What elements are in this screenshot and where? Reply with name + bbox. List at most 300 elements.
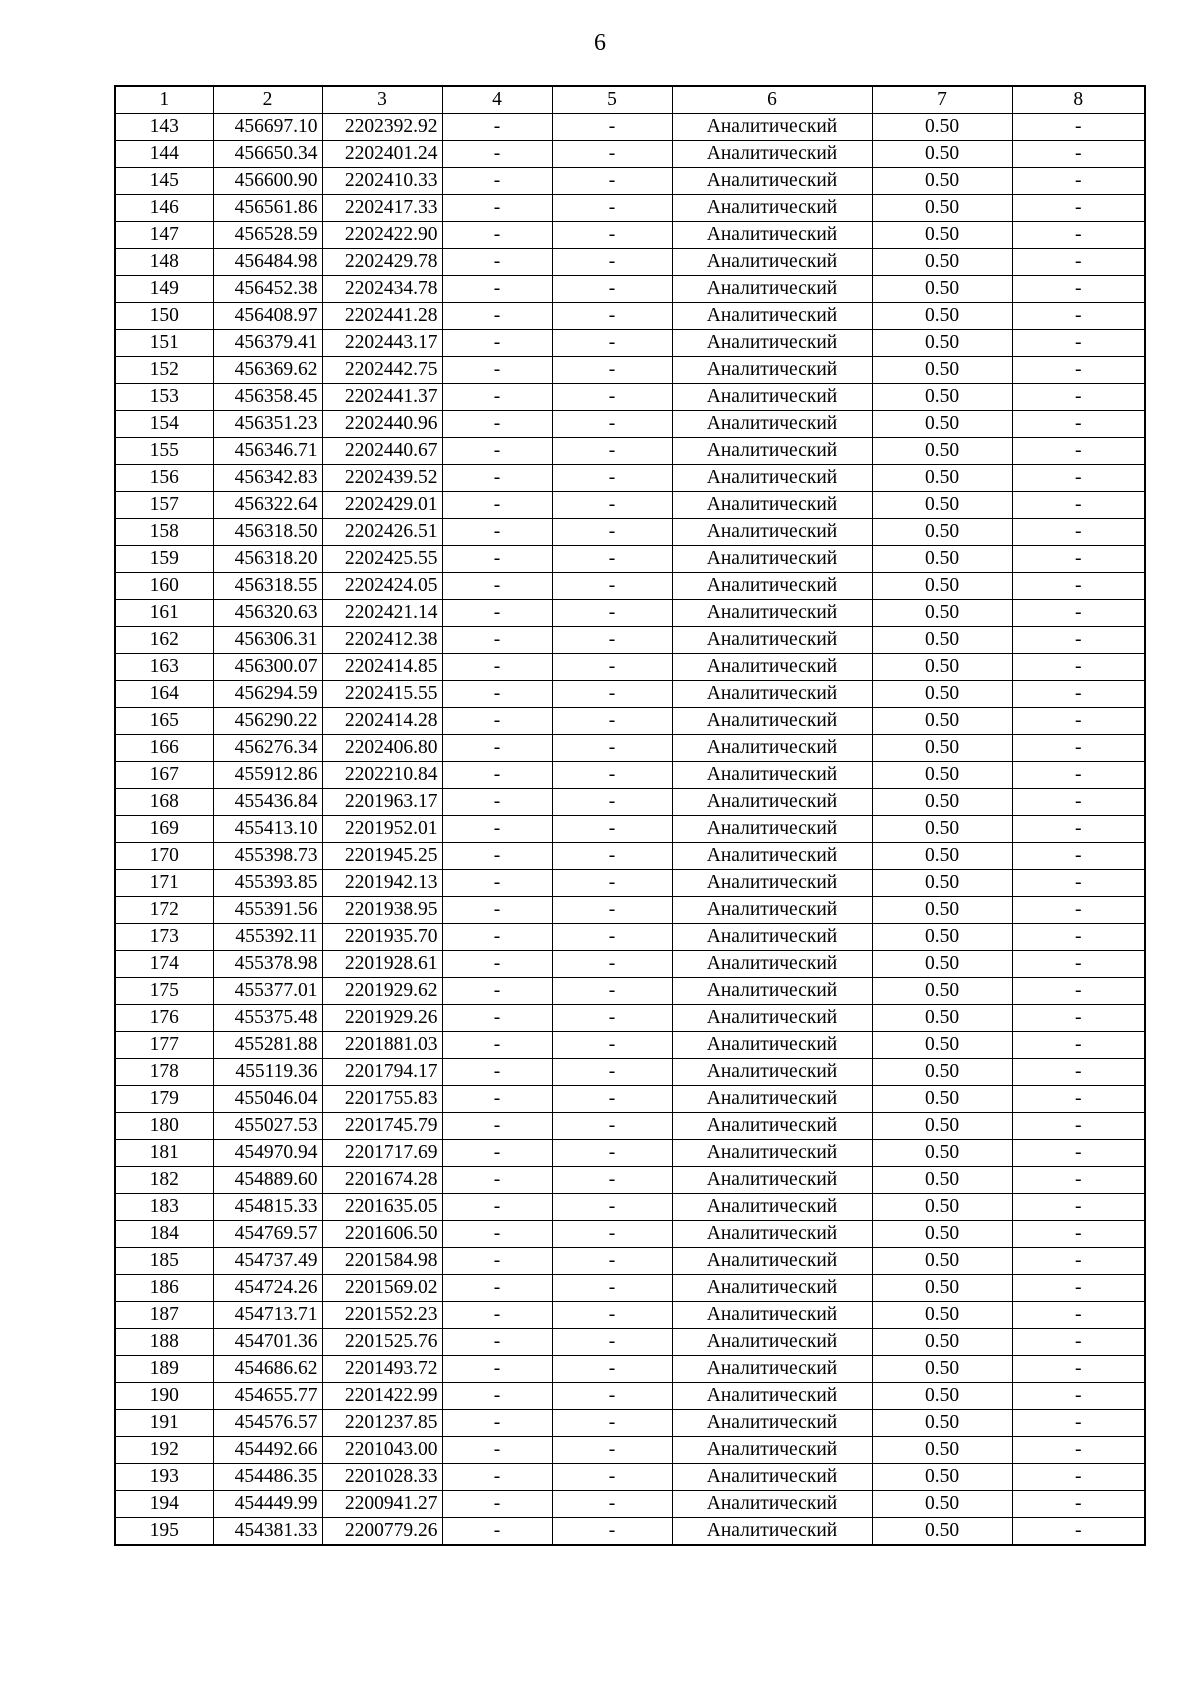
table-row [115,1302,1145,1329]
point-number-cell: 193 [115,1464,213,1491]
col8-cell: - [1012,1410,1145,1437]
table-row [115,141,1145,168]
col8-cell: - [1012,816,1145,843]
col4-cell: - [442,330,552,357]
method-cell: Аналитический [672,546,872,573]
x-coordinate-cell: 456306.31 [213,627,322,654]
x-coordinate-cell: 454492.66 [213,1437,322,1464]
y-coordinate-cell: 2201794.17 [322,1059,442,1086]
accuracy-cell: 0.50 [872,1140,1012,1167]
y-coordinate-cell: 2201606.50 [322,1221,442,1248]
y-coordinate-cell: 2201422.99 [322,1383,442,1410]
col5-cell: - [552,1410,672,1437]
accuracy-cell: 0.50 [872,735,1012,762]
col4-cell: - [442,1086,552,1113]
col5-cell: - [552,303,672,330]
point-number-cell: 194 [115,1491,213,1518]
col8-cell: - [1012,465,1145,492]
accuracy-cell: 0.50 [872,681,1012,708]
y-coordinate-cell: 2202422.90 [322,222,442,249]
table-row [115,249,1145,276]
col4-cell: - [442,465,552,492]
table-row [115,492,1145,519]
col5-cell: - [552,438,672,465]
column-header: 8 [1012,86,1145,114]
col5-cell: - [552,546,672,573]
point-number-cell: 181 [115,1140,213,1167]
point-number-cell: 171 [115,870,213,897]
y-coordinate-cell: 2202426.51 [322,519,442,546]
col5-cell: - [552,1302,672,1329]
y-coordinate-cell: 2201952.01 [322,816,442,843]
accuracy-cell: 0.50 [872,1248,1012,1275]
col8-cell: - [1012,519,1145,546]
y-coordinate-cell: 2202414.28 [322,708,442,735]
col8-cell: - [1012,195,1145,222]
col4-cell: - [442,1248,552,1275]
x-coordinate-cell: 456300.07 [213,654,322,681]
point-number-cell: 156 [115,465,213,492]
y-coordinate-cell: 2201755.83 [322,1086,442,1113]
point-number-cell: 147 [115,222,213,249]
x-coordinate-cell: 454970.94 [213,1140,322,1167]
col5-cell: - [552,843,672,870]
col8-cell: - [1012,1518,1145,1546]
col4-cell: - [442,654,552,681]
x-coordinate-cell: 456318.50 [213,519,322,546]
point-number-cell: 170 [115,843,213,870]
col4-cell: - [442,141,552,168]
col5-cell: - [552,897,672,924]
point-number-cell: 143 [115,114,213,141]
y-coordinate-cell: 2202424.05 [322,573,442,600]
col5-cell: - [552,1275,672,1302]
table-row [115,465,1145,492]
x-coordinate-cell: 454713.71 [213,1302,322,1329]
method-cell: Аналитический [672,276,872,303]
method-cell: Аналитический [672,1032,872,1059]
col8-cell: - [1012,330,1145,357]
col4-cell: - [442,222,552,249]
accuracy-cell: 0.50 [872,1464,1012,1491]
accuracy-cell: 0.50 [872,168,1012,195]
point-number-cell: 183 [115,1194,213,1221]
accuracy-cell: 0.50 [872,1032,1012,1059]
header-row [115,86,1145,114]
method-cell: Аналитический [672,519,872,546]
col5-cell: - [552,1329,672,1356]
col8-cell: - [1012,357,1145,384]
y-coordinate-cell: 2201929.26 [322,1005,442,1032]
y-coordinate-cell: 2202442.75 [322,357,442,384]
method-cell: Аналитический [672,681,872,708]
table-row [115,708,1145,735]
table-row [115,681,1145,708]
col8-cell: - [1012,654,1145,681]
accuracy-cell: 0.50 [872,195,1012,222]
col5-cell: - [552,681,672,708]
table-row [115,1248,1145,1275]
accuracy-cell: 0.50 [872,843,1012,870]
table-row [115,735,1145,762]
x-coordinate-cell: 455436.84 [213,789,322,816]
table-row [115,1086,1145,1113]
col4-cell: - [442,1221,552,1248]
table-row [115,519,1145,546]
col5-cell: - [552,1059,672,1086]
col8-cell: - [1012,762,1145,789]
col4-cell: - [442,924,552,951]
accuracy-cell: 0.50 [872,1491,1012,1518]
accuracy-cell: 0.50 [872,1167,1012,1194]
x-coordinate-cell: 454737.49 [213,1248,322,1275]
table-row [115,303,1145,330]
table-row [115,1275,1145,1302]
table-row [115,1005,1145,1032]
col5-cell: - [552,1140,672,1167]
x-coordinate-cell: 454486.35 [213,1464,322,1491]
table-row [115,1383,1145,1410]
y-coordinate-cell: 2202429.78 [322,249,442,276]
point-number-cell: 195 [115,1518,213,1546]
y-coordinate-cell: 2201674.28 [322,1167,442,1194]
col5-cell: - [552,1032,672,1059]
method-cell: Аналитический [672,1086,872,1113]
col5-cell: - [552,1383,672,1410]
point-number-cell: 146 [115,195,213,222]
col8-cell: - [1012,951,1145,978]
y-coordinate-cell: 2201552.23 [322,1302,442,1329]
method-cell: Аналитический [672,843,872,870]
point-number-cell: 157 [115,492,213,519]
point-number-cell: 189 [115,1356,213,1383]
method-cell: Аналитический [672,357,872,384]
col4-cell: - [442,1329,552,1356]
col8-cell: - [1012,438,1145,465]
method-cell: Аналитический [672,1302,872,1329]
col5-cell: - [552,789,672,816]
x-coordinate-cell: 455281.88 [213,1032,322,1059]
x-coordinate-cell: 456650.34 [213,141,322,168]
y-coordinate-cell: 2201942.13 [322,870,442,897]
col5-cell: - [552,492,672,519]
col5-cell: - [552,1356,672,1383]
col4-cell: - [442,816,552,843]
method-cell: Аналитический [672,708,872,735]
col4-cell: - [442,492,552,519]
x-coordinate-cell: 456358.45 [213,384,322,411]
x-coordinate-cell: 455046.04 [213,1086,322,1113]
accuracy-cell: 0.50 [872,654,1012,681]
table-row [115,222,1145,249]
col8-cell: - [1012,735,1145,762]
x-coordinate-cell: 454381.33 [213,1518,322,1546]
table-row [115,789,1145,816]
accuracy-cell: 0.50 [872,1005,1012,1032]
accuracy-cell: 0.50 [872,1194,1012,1221]
col8-cell: - [1012,222,1145,249]
col4-cell: - [442,519,552,546]
method-cell: Аналитический [672,1167,872,1194]
col4-cell: - [442,627,552,654]
method-cell: Аналитический [672,303,872,330]
y-coordinate-cell: 2202410.33 [322,168,442,195]
y-coordinate-cell: 2202401.24 [322,141,442,168]
y-coordinate-cell: 2202414.85 [322,654,442,681]
accuracy-cell: 0.50 [872,1383,1012,1410]
x-coordinate-cell: 456276.34 [213,735,322,762]
method-cell: Аналитический [672,1140,872,1167]
col5-cell: - [552,1005,672,1032]
col4-cell: - [442,870,552,897]
col5-cell: - [552,168,672,195]
accuracy-cell: 0.50 [872,762,1012,789]
x-coordinate-cell: 454655.77 [213,1383,322,1410]
x-coordinate-cell: 456600.90 [213,168,322,195]
col4-cell: - [442,1005,552,1032]
table-row [115,1464,1145,1491]
accuracy-cell: 0.50 [872,519,1012,546]
method-cell: Аналитический [672,438,872,465]
col5-cell: - [552,195,672,222]
point-number-cell: 178 [115,1059,213,1086]
method-cell: Аналитический [672,897,872,924]
accuracy-cell: 0.50 [872,465,1012,492]
col4-cell: - [442,735,552,762]
col5-cell: - [552,1086,672,1113]
point-number-cell: 185 [115,1248,213,1275]
col4-cell: - [442,1437,552,1464]
x-coordinate-cell: 456484.98 [213,249,322,276]
x-coordinate-cell: 456369.62 [213,357,322,384]
point-number-cell: 174 [115,951,213,978]
col8-cell: - [1012,1464,1145,1491]
point-number-cell: 148 [115,249,213,276]
y-coordinate-cell: 2202415.55 [322,681,442,708]
accuracy-cell: 0.50 [872,1518,1012,1546]
accuracy-cell: 0.50 [872,546,1012,573]
accuracy-cell: 0.50 [872,1302,1012,1329]
col8-cell: - [1012,249,1145,276]
y-coordinate-cell: 2202417.33 [322,195,442,222]
x-coordinate-cell: 455377.01 [213,978,322,1005]
point-number-cell: 180 [115,1113,213,1140]
col8-cell: - [1012,789,1145,816]
method-cell: Аналитический [672,816,872,843]
accuracy-cell: 0.50 [872,222,1012,249]
col8-cell: - [1012,168,1145,195]
col4-cell: - [442,438,552,465]
method-cell: Аналитический [672,249,872,276]
col8-cell: - [1012,870,1145,897]
table-row [115,1437,1145,1464]
col8-cell: - [1012,1275,1145,1302]
method-cell: Аналитический [672,1275,872,1302]
table-row [115,1410,1145,1437]
point-number-cell: 187 [115,1302,213,1329]
y-coordinate-cell: 2202440.96 [322,411,442,438]
y-coordinate-cell: 2201525.76 [322,1329,442,1356]
column-header: 3 [322,86,442,114]
accuracy-cell: 0.50 [872,978,1012,1005]
x-coordinate-cell: 456697.10 [213,114,322,141]
point-number-cell: 149 [115,276,213,303]
y-coordinate-cell: 2201028.33 [322,1464,442,1491]
col5-cell: - [552,1437,672,1464]
y-coordinate-cell: 2201935.70 [322,924,442,951]
method-cell: Аналитический [672,789,872,816]
point-number-cell: 155 [115,438,213,465]
method-cell: Аналитический [672,1194,872,1221]
point-number-cell: 176 [115,1005,213,1032]
y-coordinate-cell: 2201043.00 [322,1437,442,1464]
x-coordinate-cell: 455119.36 [213,1059,322,1086]
col8-cell: - [1012,276,1145,303]
y-coordinate-cell: 2201945.25 [322,843,442,870]
x-coordinate-cell: 456290.22 [213,708,322,735]
col8-cell: - [1012,1383,1145,1410]
point-number-cell: 175 [115,978,213,1005]
y-coordinate-cell: 2202439.52 [322,465,442,492]
col8-cell: - [1012,1140,1145,1167]
accuracy-cell: 0.50 [872,897,1012,924]
method-cell: Аналитический [672,384,872,411]
accuracy-cell: 0.50 [872,1329,1012,1356]
point-number-cell: 162 [115,627,213,654]
point-number-cell: 188 [115,1329,213,1356]
accuracy-cell: 0.50 [872,438,1012,465]
col8-cell: - [1012,897,1145,924]
x-coordinate-cell: 456452.38 [213,276,322,303]
accuracy-cell: 0.50 [872,789,1012,816]
x-coordinate-cell: 455912.86 [213,762,322,789]
point-number-cell: 164 [115,681,213,708]
point-number-cell: 160 [115,573,213,600]
y-coordinate-cell: 2201493.72 [322,1356,442,1383]
point-number-cell: 191 [115,1410,213,1437]
accuracy-cell: 0.50 [872,303,1012,330]
method-cell: Аналитический [672,1248,872,1275]
method-cell: Аналитический [672,654,872,681]
x-coordinate-cell: 455375.48 [213,1005,322,1032]
accuracy-cell: 0.50 [872,276,1012,303]
col5-cell: - [552,573,672,600]
x-coordinate-cell: 454769.57 [213,1221,322,1248]
method-cell: Аналитический [672,924,872,951]
column-header: 2 [213,86,322,114]
y-coordinate-cell: 2201745.79 [322,1113,442,1140]
method-cell: Аналитический [672,465,872,492]
x-coordinate-cell: 454701.36 [213,1329,322,1356]
x-coordinate-cell: 455398.73 [213,843,322,870]
col4-cell: - [442,1383,552,1410]
point-number-cell: 144 [115,141,213,168]
y-coordinate-cell: 2201584.98 [322,1248,442,1275]
method-cell: Аналитический [672,1329,872,1356]
col5-cell: - [552,330,672,357]
x-coordinate-cell: 455413.10 [213,816,322,843]
point-number-cell: 159 [115,546,213,573]
x-coordinate-cell: 455393.85 [213,870,322,897]
method-cell: Аналитический [672,492,872,519]
col8-cell: - [1012,384,1145,411]
col4-cell: - [442,411,552,438]
method-cell: Аналитический [672,951,872,978]
col8-cell: - [1012,1221,1145,1248]
point-number-cell: 167 [115,762,213,789]
col4-cell: - [442,1464,552,1491]
accuracy-cell: 0.50 [872,816,1012,843]
col4-cell: - [442,546,552,573]
col4-cell: - [442,681,552,708]
y-coordinate-cell: 2201963.17 [322,789,442,816]
col5-cell: - [552,924,672,951]
col4-cell: - [442,897,552,924]
y-coordinate-cell: 2202440.67 [322,438,442,465]
col8-cell: - [1012,843,1145,870]
column-header: 7 [872,86,1012,114]
point-number-cell: 153 [115,384,213,411]
accuracy-cell: 0.50 [872,870,1012,897]
col5-cell: - [552,978,672,1005]
table-row [115,168,1145,195]
col8-cell: - [1012,1113,1145,1140]
method-cell: Аналитический [672,195,872,222]
col4-cell: - [442,573,552,600]
table-row [115,1491,1145,1518]
col8-cell: - [1012,1059,1145,1086]
accuracy-cell: 0.50 [872,1410,1012,1437]
point-number-cell: 173 [115,924,213,951]
point-number-cell: 154 [115,411,213,438]
col8-cell: - [1012,1032,1145,1059]
col5-cell: - [552,1113,672,1140]
col5-cell: - [552,1248,672,1275]
col8-cell: - [1012,573,1145,600]
col8-cell: - [1012,924,1145,951]
col5-cell: - [552,627,672,654]
accuracy-cell: 0.50 [872,114,1012,141]
col8-cell: - [1012,708,1145,735]
table-row [115,1032,1145,1059]
col8-cell: - [1012,114,1145,141]
col8-cell: - [1012,600,1145,627]
method-cell: Аналитический [672,762,872,789]
point-number-cell: 165 [115,708,213,735]
y-coordinate-cell: 2202425.55 [322,546,442,573]
point-number-cell: 168 [115,789,213,816]
col8-cell: - [1012,141,1145,168]
col5-cell: - [552,1221,672,1248]
x-coordinate-cell: 454576.57 [213,1410,322,1437]
col8-cell: - [1012,978,1145,1005]
accuracy-cell: 0.50 [872,951,1012,978]
y-coordinate-cell: 2201717.69 [322,1140,442,1167]
point-number-cell: 177 [115,1032,213,1059]
y-coordinate-cell: 2202441.37 [322,384,442,411]
method-cell: Аналитический [672,1005,872,1032]
y-coordinate-cell: 2201237.85 [322,1410,442,1437]
point-number-cell: 192 [115,1437,213,1464]
col5-cell: - [552,1464,672,1491]
col4-cell: - [442,600,552,627]
method-cell: Аналитический [672,870,872,897]
y-coordinate-cell: 2202429.01 [322,492,442,519]
col5-cell: - [552,411,672,438]
col5-cell: - [552,762,672,789]
col8-cell: - [1012,1005,1145,1032]
accuracy-cell: 0.50 [872,1113,1012,1140]
